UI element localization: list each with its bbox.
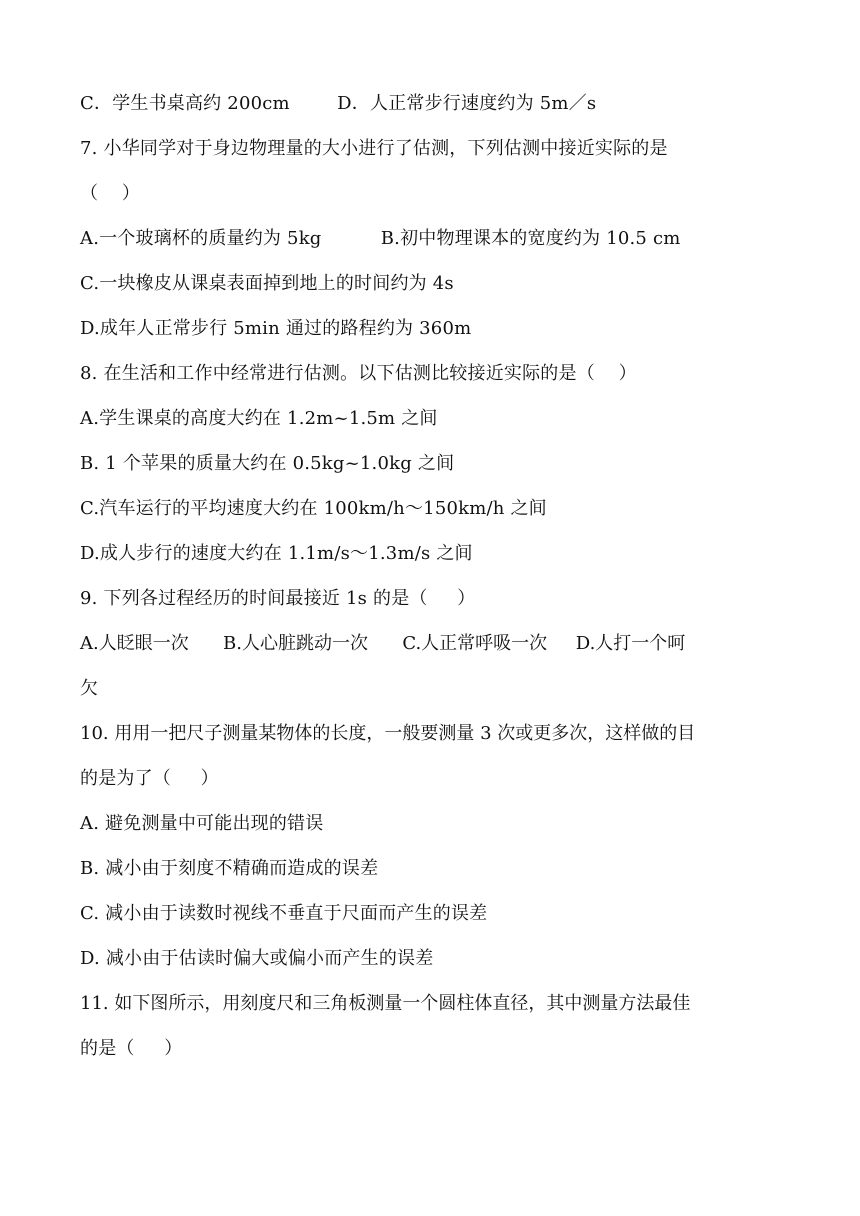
text-line-q10-option-a: A. 避免测量中可能出现的错误: [80, 813, 324, 834]
text-line-q9-stem: 9. 下列各过程经历的时间最接近 1s 的是（ ）: [80, 588, 476, 609]
text-line-q10-option-c: C. 减小由于读数时视线不垂直于尺面而产生的误差: [80, 903, 488, 924]
text-line-q9-options-cont: 欠: [80, 678, 99, 699]
text-line-q7-blank: （ ）: [80, 183, 141, 204]
text-line-q10-option-d: D. 减小由于估读时偏大或偏小而产生的误差: [80, 948, 434, 969]
text-line-q7-option-c: C.一块橡皮从课桌表面掉到地上的时间约为 4s: [80, 273, 454, 294]
text-line-q8-option-b: B. 1 个苹果的质量大约在 0.5kg~1.0kg 之间: [80, 453, 455, 474]
text-line-q10-stem-cont: 的是为了（ ）: [80, 768, 219, 789]
text-line-q11-stem-cont: 的是（ ）: [80, 1038, 183, 1059]
text-line-q7-stem: 7. 小华同学对于身边物理量的大小进行了估测，下列估测中接近实际的是: [80, 138, 668, 159]
text-line-q8-stem: 8. 在生活和工作中经常进行估测。以下估测比较接近实际的是（ ）: [80, 363, 637, 384]
text-line-q8-option-a: A.学生课桌的高度大约在 1.2m~1.5m 之间: [80, 408, 438, 429]
text-line-q9-options: A.人眨眼一次 B.人心脏跳动一次 C.人正常呼吸一次 D.人打一个呵: [80, 633, 686, 654]
text-line-q7-options-ab: A.一个玻璃杯的质量约为 5kg B.初中物理课本的宽度约为 10.5 cm: [80, 228, 681, 249]
text-line-q8-option-d: D.成人步行的速度大约在 1.1m/s～1.3m/s 之间: [80, 543, 473, 564]
text-line-q8-option-c: C.汽车运行的平均速度大约在 100km/h～150km/h 之间: [80, 498, 547, 519]
text-line-q10-stem: 10. 用用一把尺子测量某物体的长度，一般要测量 3 次或更多次，这样做的目: [80, 723, 696, 744]
text-line-q11-stem: 11. 如下图所示，用刻度尺和三角板测量一个圆柱体直径，其中测量方法最佳: [80, 993, 691, 1014]
text-line-q7-option-d: D.成年人正常步行 5min 通过的路程约为 360m: [80, 318, 472, 339]
text-line-q10-option-b: B. 减小由于刻度不精确而造成的误差: [80, 858, 379, 879]
text-line-q6-options-cd: C．学生书桌高约 200cm D．人正常步行速度约为 5m／s: [80, 93, 597, 114]
